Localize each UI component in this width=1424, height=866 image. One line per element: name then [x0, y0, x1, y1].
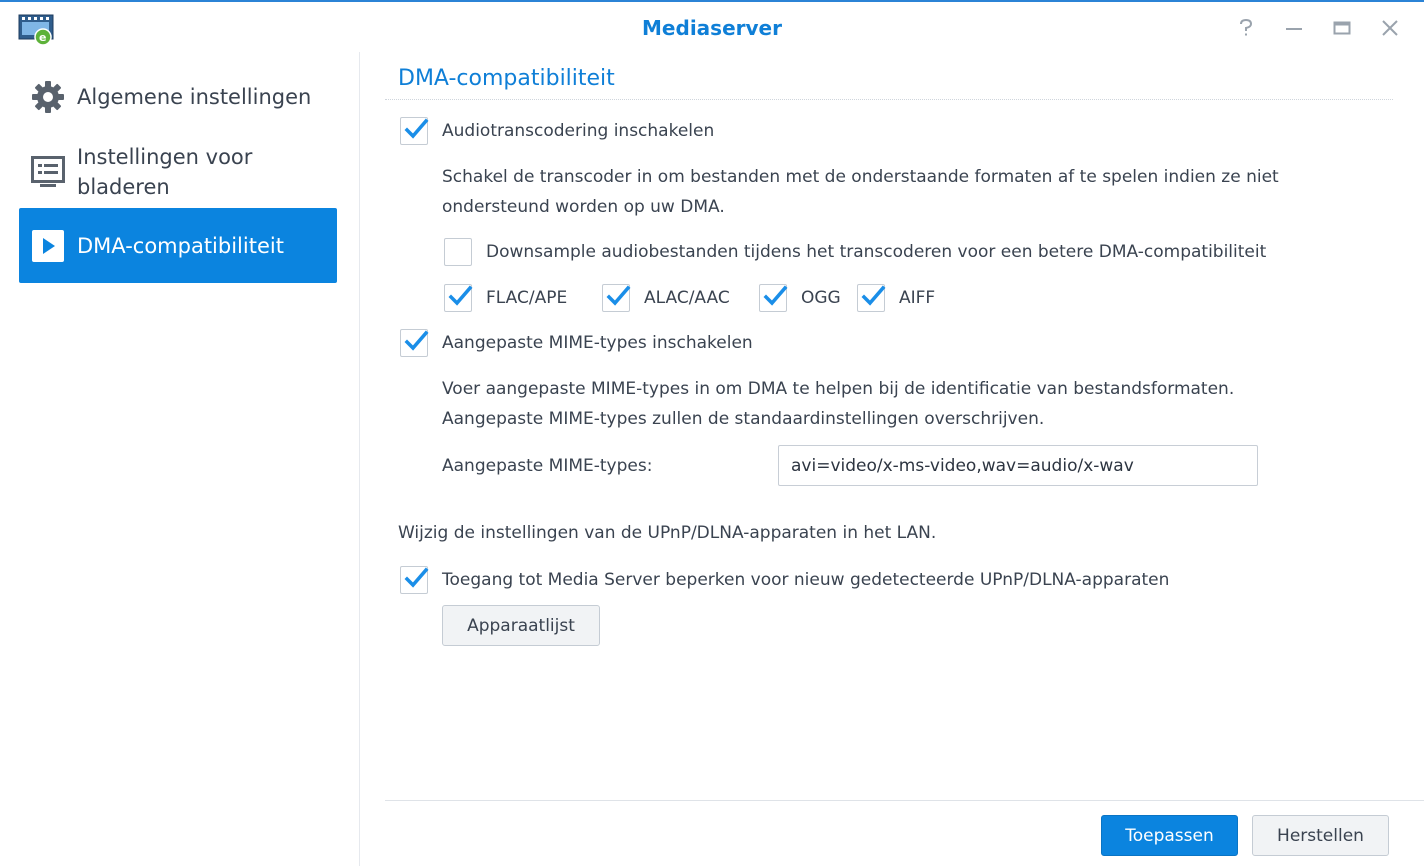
downsample-label: Downsample audiobestanden tijdens het transcoderen voor een betere DMA-compatibiliteit: [486, 242, 1267, 262]
format-ogg-label: OGG: [801, 288, 841, 308]
format-alac-option[interactable]: [602, 284, 730, 312]
format-aiff-option[interactable]: [857, 284, 935, 312]
minimize-icon[interactable]: [1282, 16, 1306, 40]
apply-button[interactable]: Toepassen: [1101, 815, 1238, 856]
format-aiff-checkbox[interactable]: [857, 284, 885, 312]
reset-button[interactable]: Herstellen: [1252, 815, 1389, 856]
footer-divider: [385, 800, 1424, 801]
gear-icon: [29, 78, 67, 116]
window-title: Mediaserver: [642, 16, 782, 40]
description-line: Voer aangepaste MIME-types in om DMA te helpen bij de identificatie van bestandsformaten.: [442, 379, 1235, 399]
downsample-checkbox[interactable]: [444, 238, 472, 266]
format-flac-option[interactable]: [444, 284, 567, 312]
section-divider: [385, 99, 1393, 100]
format-ogg-checkbox[interactable]: [759, 284, 787, 312]
play-icon: [29, 227, 67, 265]
restrict-access-checkbox[interactable]: [400, 566, 428, 594]
restrict-access-option[interactable]: [400, 566, 1169, 594]
description-line: Aangepaste MIME-types zullen de standaardinstellingen overschrijven.: [442, 409, 1045, 429]
browse-list-icon: [29, 153, 67, 191]
device-list-button[interactable]: Apparaatlijst: [442, 605, 600, 646]
sidebar-item-label: bladeren: [77, 175, 170, 199]
close-icon[interactable]: [1378, 16, 1402, 40]
sidebar-item-label: Instellingen voor: [77, 145, 253, 169]
mime-field-label: Aangepaste MIME-types:: [442, 456, 653, 476]
custom-mime-checkbox[interactable]: [400, 329, 428, 357]
audio-transcoding-label: Audiotranscodering inschakelen: [442, 121, 715, 141]
audio-transcoding-checkbox[interactable]: [400, 117, 428, 145]
custom-mime-option[interactable]: [400, 329, 753, 357]
main-panel: [361, 52, 1424, 866]
maximize-icon[interactable]: [1330, 16, 1354, 40]
help-icon[interactable]: [1234, 16, 1258, 40]
downsample-option[interactable]: [444, 238, 1266, 266]
sidebar-item-general-settings[interactable]: [19, 76, 337, 118]
sidebar-item-dma-compatibility[interactable]: [19, 208, 337, 283]
sidebar-item-label-group: [77, 142, 252, 202]
section-title: DMA-compatibiliteit: [398, 66, 615, 91]
restrict-access-label: Toegang tot Media Server beperken voor nieuw gedetecteerde UPnP/DLNA-apparaten: [442, 570, 1170, 590]
format-aiff-label: AIFF: [899, 288, 936, 308]
transcode-description: [442, 162, 1279, 222]
title-bar: [0, 2, 1424, 52]
mime-types-input[interactable]: avi=video/x-ms-video,wav=audio/x-wav: [778, 445, 1258, 486]
sidebar-item-browse-settings[interactable]: [19, 140, 337, 204]
audio-transcoding-option[interactable]: [400, 117, 714, 145]
upnp-description: Wijzig de instellingen van de UPnP/DLNA-apparaten in het LAN.: [398, 523, 937, 543]
format-ogg-option[interactable]: [759, 284, 841, 312]
sidebar: [0, 52, 360, 866]
format-alac-label: ALAC/AAC: [644, 288, 730, 308]
svg-text:e: e: [39, 31, 47, 44]
mime-description: [442, 374, 1234, 434]
format-alac-checkbox[interactable]: [602, 284, 630, 312]
custom-mime-label: Aangepaste MIME-types inschakelen: [442, 333, 753, 353]
sidebar-item-label: Algemene instellingen: [77, 85, 312, 109]
sidebar-item-label: DMA-compatibiliteit: [77, 233, 284, 258]
format-flac-checkbox[interactable]: [444, 284, 472, 312]
format-flac-label: FLAC/APE: [486, 288, 568, 308]
description-line: Schakel de transcoder in om bestanden met de onderstaande formaten af te spelen indien ze niet: [442, 167, 1279, 187]
description-line: ondersteund worden op uw DMA.: [442, 197, 725, 217]
